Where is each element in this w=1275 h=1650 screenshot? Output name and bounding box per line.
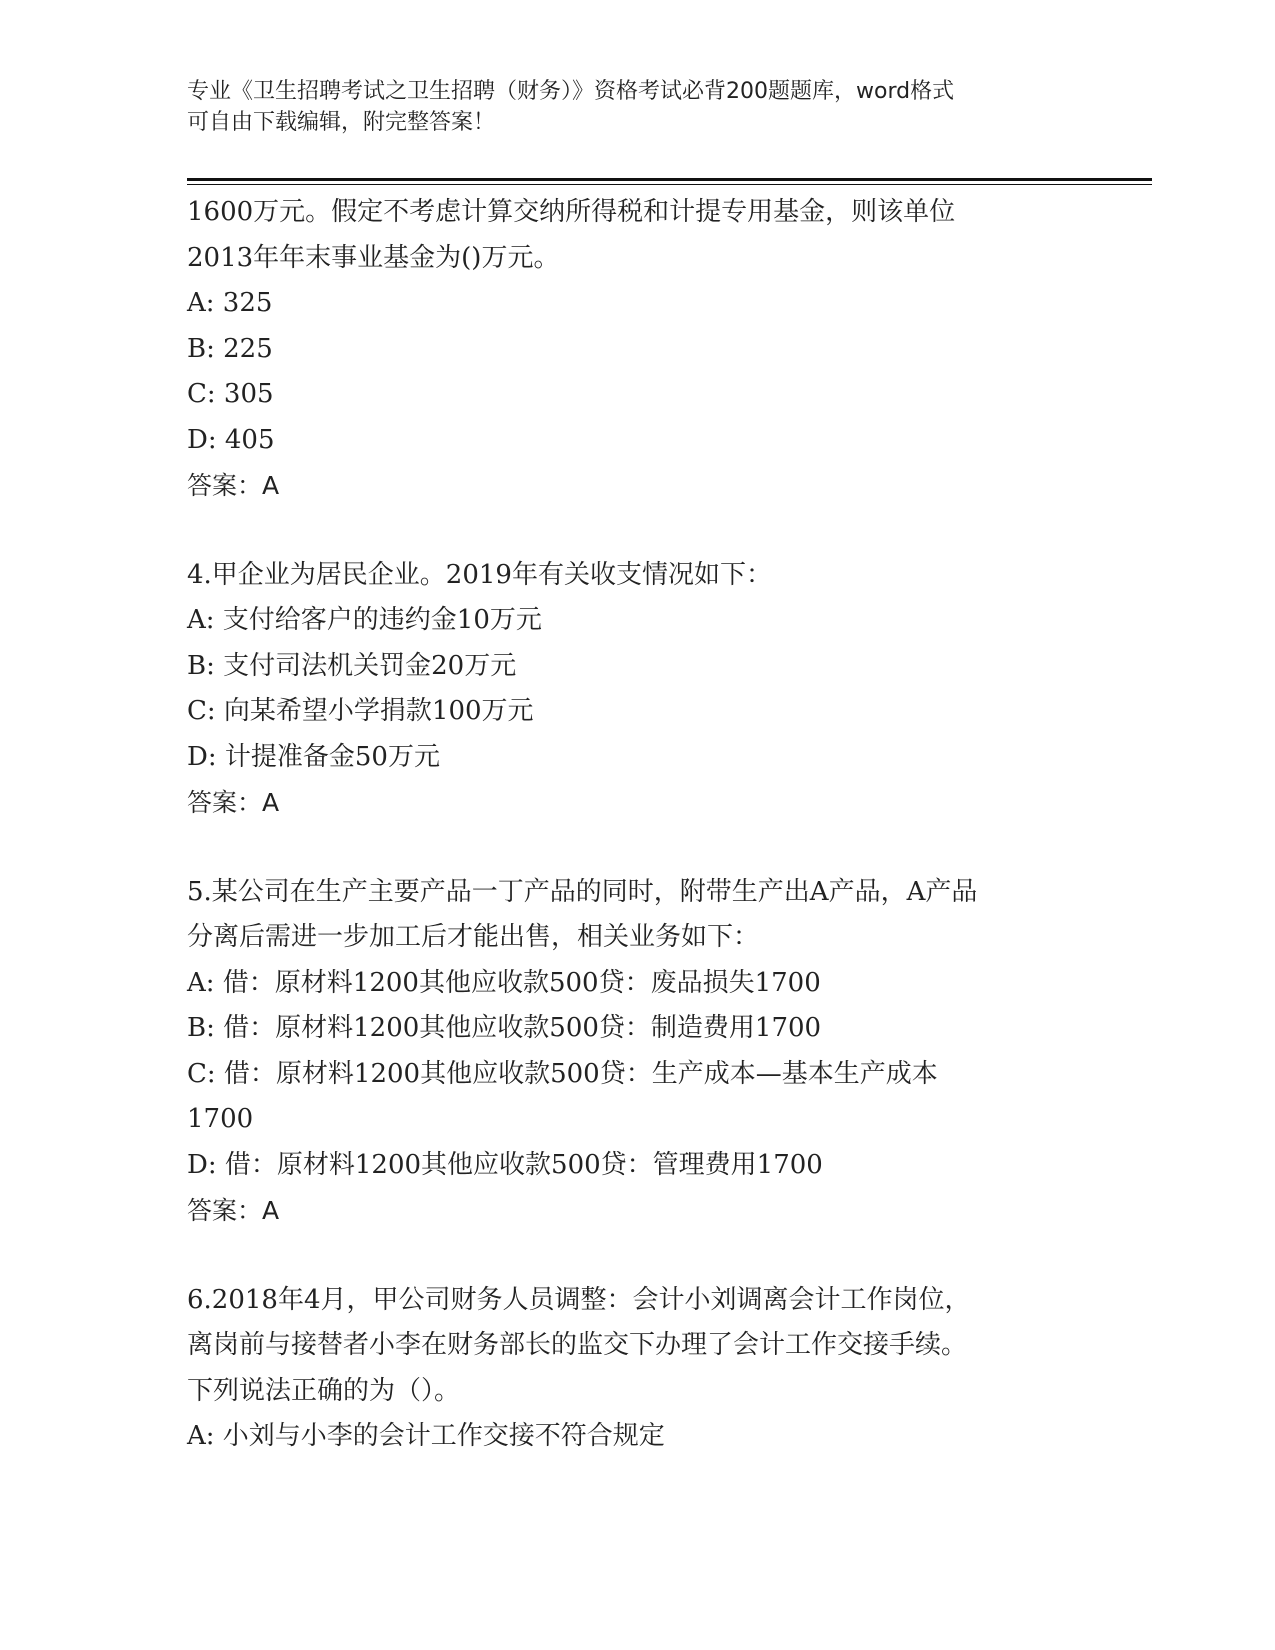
question-4: [187, 553, 1127, 826]
question-3: [187, 190, 1127, 509]
question-5-option-a: A: 借：原材料1200其他应收款500贷：废品损失1700: [187, 967, 821, 998]
question-spacer: [187, 509, 1127, 553]
question-3-option-c: C: 305: [187, 379, 274, 409]
question-5-option-c-line-1: C: 借：原材料1200其他应收款500贷：生产成本—基本生产成本: [187, 1058, 938, 1089]
question-4-option-c: C: 向某希望小学捐款100万元: [187, 696, 534, 726]
question-3-text-line-1: 1600万元。假定不考虑计算交纳所得税和计提专用基金，则该单位: [187, 197, 956, 227]
question-5-answer: 答案：A: [187, 1196, 280, 1225]
question-6-text-line-2: 离岗前与接替者小李在财务部长的监交下办理了会计工作交接手续。: [187, 1330, 968, 1360]
question-6: [187, 1278, 1127, 1460]
question-3-text-line-2: 2013年年末事业基金为()万元。: [187, 242, 560, 273]
question-spacer: [187, 826, 1127, 870]
question-3-option-a: A: 325: [187, 288, 273, 318]
question-5: [187, 870, 1127, 1234]
document-header: [187, 76, 1087, 138]
question-6-text-line-3: 下列说法正确的为（）。: [187, 1375, 461, 1406]
header-divider-thick: [187, 178, 1152, 181]
question-6-text-line-1: 6.2018年4月，甲公司财务人员调整：会计小刘调离会计工作岗位，: [187, 1284, 971, 1315]
question-5-option-c-line-2: 1700: [187, 1104, 254, 1134]
header-title-line-1: 专业《卫生招聘考试之卫生招聘（财务）》资格考试必背200题题库，word格式: [187, 79, 955, 104]
question-4-answer: 答案：A: [187, 788, 280, 817]
question-4-text-line-1: 4.甲企业为居民企业。2019年有关收支情况如下：: [187, 559, 772, 590]
question-4-option-a: A: 支付给客户的违约金10万元: [187, 605, 542, 635]
question-list: [187, 190, 1127, 1460]
question-5-option-d: D: 借：原材料1200其他应收款500贷：管理费用1700: [187, 1149, 823, 1180]
question-3-option-d: D: 405: [187, 424, 275, 455]
question-5-text-line-1: 5.某公司在生产主要产品一丁产品的同时，附带生产出A产品，A产品: [187, 876, 978, 907]
question-3-answer: 答案：A: [187, 471, 280, 500]
header-divider-thin: [187, 184, 1152, 185]
question-5-text-line-2: 分离后需进一步加工后才能出售，相关业务如下：: [187, 922, 760, 952]
question-5-option-b: B: 借：原材料1200其他应收款500贷：制造费用1700: [187, 1013, 822, 1043]
question-6-option-a: A: 小刘与小李的会计工作交接不符合规定: [187, 1421, 665, 1451]
question-3-option-b: B: 225: [187, 333, 273, 364]
question-4-option-b: B: 支付司法机关罚金20万元: [187, 650, 517, 681]
question-spacer: [187, 1234, 1127, 1278]
header-title-line-2: 可自由下载编辑，附完整答案！: [187, 110, 496, 135]
question-4-option-d: D: 计提准备金50万元: [187, 741, 440, 772]
